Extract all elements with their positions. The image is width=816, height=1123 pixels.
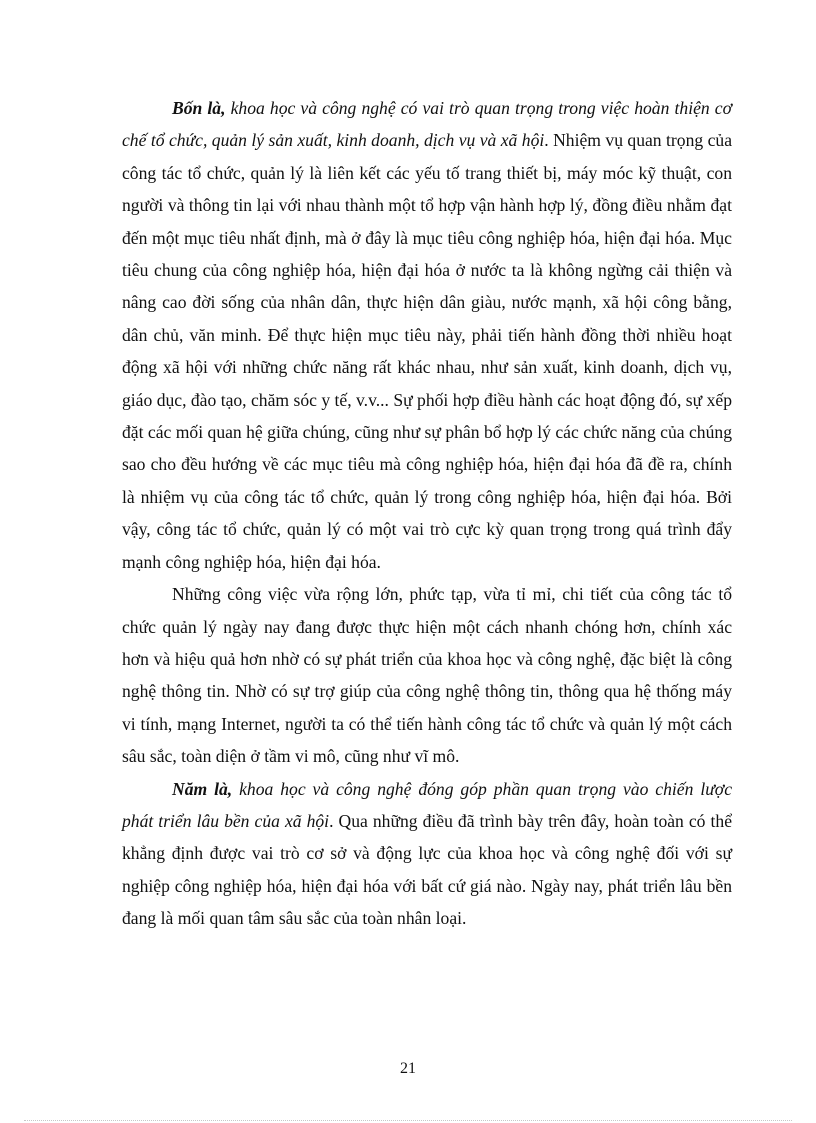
- paragraph-italic-thesis: khoa học và công nghệ có vai trò quan trọng trong việc hoàn thiện cơ chế tổ chức, quản lý sản xuất, kinh doanh, dịch vụ và xã hội: [122, 98, 732, 151]
- paragraph-text: . Nhiệm vụ quan trọng của công tác tổ chức, quản lý là liên kết các yếu tố trang thiết bị, máy móc kỹ thuật, con người và thông tin lại với nhau thành một tổ hợp vận hành hợp lý, đồng điều nhằm đạt đến một mục tiêu nhất định, mà ở đây là mục tiêu công nghiệp hóa, hiện đại hóa. Mục tiêu chung của công nghiệp hóa, hiện đại hóa ở nước ta là không ngừng cải thiện và nâng cao đời sống của nhân dân, thực hiện dân giàu, nước mạnh, xã hội công bằng, dân chủ, văn minh. Để thực hiện mục tiêu này, phải tiến hành đồng thời nhiều hoạt động xã hội với những chức năng rất khác nhau, như sản xuất, kinh doanh, dịch vụ, giáo dục, đào tạo, chăm sóc y tế, v.v... Sự phối hợp điều hành các hoạt động đó, sự xếp đặt các mối quan hệ giữa chúng, cũng như sự phân bổ hợp lý các chức năng của chúng sao cho đều hướng về các mục tiêu mà công nghiệp hóa, hiện đại hóa đã đề ra, chính là nhiệm vụ của công tác tổ chức, quản lý trong công nghiệp hóa, hiện đại hóa. Bởi vậy, công tác tổ chức, quản lý có một vai trò cực kỳ quan trọng trong quá trình đẩy mạnh công nghiệp hóa, hiện đại hóa.: [122, 130, 732, 572]
- paragraph-lead: Năm là,: [172, 778, 233, 799]
- paragraph-text: . Qua những điều đã trình bày trên đây, hoàn toàn có thể khẳng định được vai trò cơ sở và động lực của khoa học và công nghệ đối với sự nghiệp công nghiệp hóa, hiện đại hóa với bất cứ giá nào. Ngày nay, phát triển lâu bền đang là mối quan tâm sâu sắc của toàn nhân loại.: [122, 810, 733, 929]
- body-text: [122, 92, 732, 935]
- page-number: 21: [400, 1060, 416, 1077]
- footer-divider: [24, 1120, 792, 1121]
- paragraph-bon-la: [122, 92, 732, 578]
- paragraph-lead: Bốn là,: [172, 98, 226, 118]
- paragraph-text: Những công việc vừa rộng lớn, phức tạp, vừa tỉ mỉ, chi tiết của công tác tổ chức quản lý ngày nay đang được thực hiện một cách nhanh chóng hơn, chính xác hơn và hiệu quả hơn nhờ có sự phát triển của khoa học và công nghệ, đặc biệt là công nghệ thông tin. Nhờ có sự trợ giúp của công nghệ thông tin, thông qua hệ thống máy vi tính, mạng Internet, người ta có thể tiến hành công tác tổ chức và quản lý một cách sâu sắc, toàn diện ở tầm vi mô, cũng như vĩ mô.: [122, 584, 732, 767]
- paragraph-italic-thesis: khoa học và công nghệ đóng góp phần quan trọng vào chiến lược phát triển lâu bền của xã hội: [122, 778, 733, 831]
- paragraph-cong-viec: [122, 578, 732, 772]
- paragraph-nam-la: [122, 773, 732, 935]
